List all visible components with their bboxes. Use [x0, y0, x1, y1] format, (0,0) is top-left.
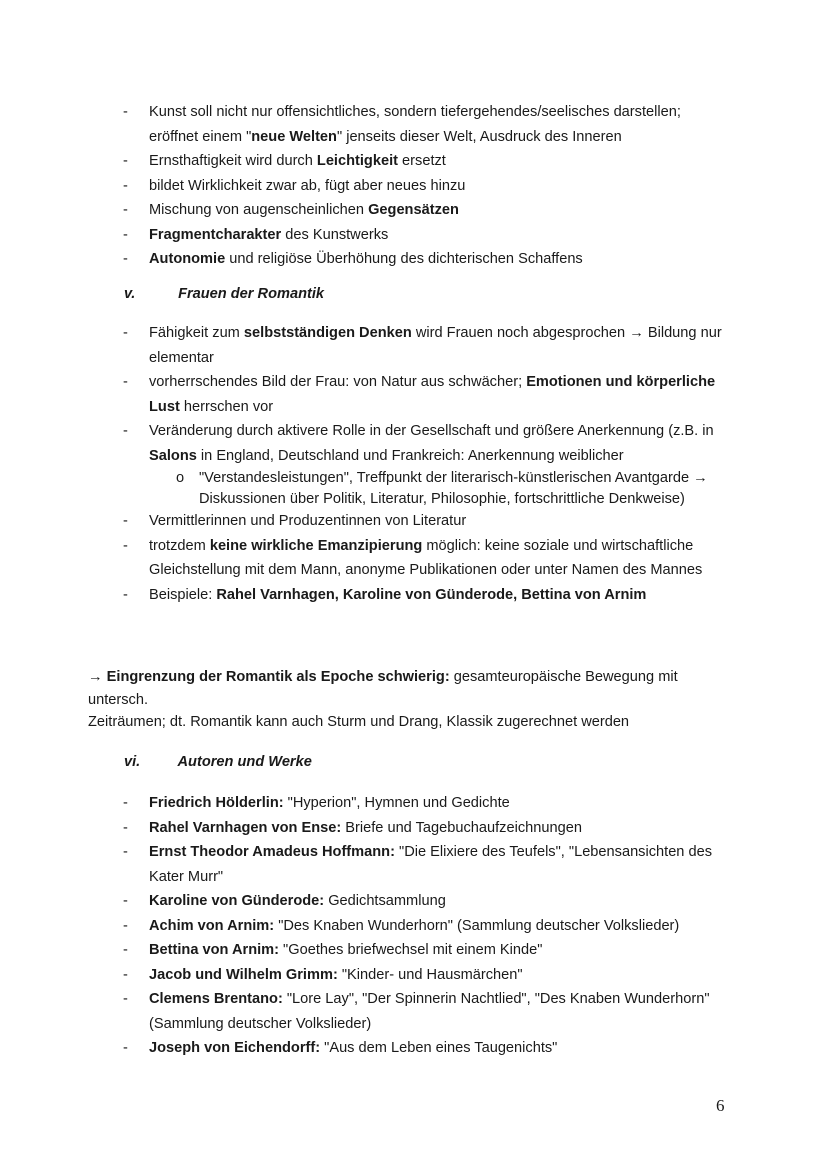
- list-item: [0, 370, 828, 419]
- list-item: [0, 198, 828, 223]
- list-item-text: vorherrschendes Bild der Frau: von Natur aus schwächer; Emotionen und körperliche Lust herrschen vor: [149, 374, 716, 415]
- list-item-text: Friedrich Hölderlin: "Hyperion", Hymnen und Gedichte: [149, 795, 510, 811]
- list-item-text: Ernst Theodor Amadeus Hoffmann: "Die Elixiere des Teufels", "Lebensansichten des Kater Murr": [149, 844, 713, 885]
- section-heading-v: [124, 286, 324, 302]
- dash-bullet-icon: -: [123, 513, 128, 529]
- list-item: [0, 889, 828, 914]
- list-item: [0, 534, 828, 583]
- dash-bullet-icon: -: [123, 1040, 128, 1056]
- list-item-text: Fragmentcharakter des Kunstwerks: [149, 226, 389, 243]
- list-item: [0, 791, 828, 816]
- conclusion-bold: Eingrenzung der Romantik als Epoche schwierig:: [106, 669, 450, 685]
- feature-list: [0, 100, 828, 272]
- dash-bullet-icon: -: [123, 177, 128, 194]
- list-item: [0, 987, 828, 1036]
- circle-bullet-icon: o: [176, 470, 185, 486]
- dash-bullet-icon: -: [123, 537, 128, 554]
- list-item: [0, 149, 828, 174]
- list-item: [0, 174, 828, 199]
- list-item: [0, 816, 828, 841]
- section-number: v.: [124, 286, 136, 302]
- list-item-text: Autonomie und religiöse Überhöhung des dichterischen Schaffens: [149, 251, 583, 267]
- dash-bullet-icon: -: [123, 423, 128, 439]
- list-item: [0, 963, 828, 988]
- section-title: Frauen der Romantik: [178, 286, 325, 302]
- dash-bullet-icon: -: [123, 795, 128, 811]
- dash-bullet-icon: -: [123, 104, 128, 120]
- conclusion-text: gesamteuropäische Bewegung mit: [449, 669, 678, 685]
- list-item-text: Jacob und Wilhelm Grimm: "Kinder- und Hausmärchen": [149, 966, 523, 983]
- sub-list-item: [0, 468, 828, 509]
- list-item: [0, 223, 828, 248]
- page-number: 6: [716, 1096, 725, 1115]
- list-item-text: Kunst soll nicht nur offensichtliches, sondern tiefergehendes/seelisches darstellen; eröffnet einem "neue Welten" jenseits dieser Welt, Ausdruck des Inneren: [149, 104, 681, 145]
- dash-bullet-icon: -: [123, 844, 128, 860]
- dash-bullet-icon: -: [123, 325, 128, 341]
- dash-bullet-icon: -: [123, 966, 128, 983]
- list-item-text: Karoline von Günderode: Gedichtsammlung: [149, 893, 446, 909]
- list-item-text: Fähigkeit zum selbstständigen Denken wird Frauen noch abgesprochen → Bildung nur elementar: [149, 325, 722, 366]
- list-item-text: Veränderung durch aktivere Rolle in der Gesellschaft und größere Anerkennung (z.B. in Salons in England, Deutschland und Frankreich: Anerkennung weiblicher: [149, 423, 714, 464]
- dash-bullet-icon: -: [123, 586, 128, 603]
- authors-list: [0, 791, 828, 1061]
- dash-bullet-icon: -: [123, 819, 128, 836]
- conclusion-line-1: [88, 666, 738, 689]
- list-item: [0, 100, 828, 149]
- dash-bullet-icon: -: [123, 893, 128, 909]
- list-item-text: Achim von Arnim: "Des Knaben Wunderhorn" (Sammlung deutscher Volkslieder): [149, 917, 680, 934]
- list-item: [0, 1036, 828, 1061]
- dash-bullet-icon: -: [123, 202, 128, 218]
- list-item-text: Ernsthaftigkeit wird durch Leichtigkeit ersetzt: [149, 153, 446, 169]
- conclusion-paragraph: [88, 666, 738, 734]
- list-item-text: Vermittlerinnen und Produzentinnen von Literatur: [149, 513, 467, 529]
- conclusion-line-2: untersch.: [88, 691, 149, 708]
- section-heading-vi: [124, 754, 312, 770]
- section-number: vi.: [124, 754, 141, 770]
- dash-bullet-icon: -: [123, 917, 128, 934]
- list-item: [0, 840, 828, 889]
- dash-bullet-icon: -: [123, 153, 128, 169]
- list-item: [0, 583, 828, 608]
- list-item: [0, 419, 828, 468]
- conclusion-arrow: →: [88, 669, 103, 685]
- dash-bullet-icon: -: [123, 226, 128, 243]
- list-item-text: Joseph von Eichendorff: "Aus dem Leben eines Taugenichts": [149, 1040, 558, 1056]
- list-item: [0, 914, 828, 939]
- dash-bullet-icon: -: [123, 374, 128, 390]
- dash-bullet-icon: -: [123, 991, 128, 1007]
- women-list: [0, 321, 828, 607]
- list-item-text: Beispiele: Rahel Varnhagen, Karoline von Günderode, Bettina von Arnim: [149, 586, 647, 603]
- section-title: Autoren und Werke: [177, 754, 312, 770]
- list-item-text: Bettina von Arnim: "Goethes briefwechsel mit einem Kinde": [149, 942, 543, 958]
- list-item-text: Rahel Varnhagen von Ense: Briefe und Tagebuchaufzeichnungen: [149, 819, 582, 836]
- list-item-text: trotzdem keine wirkliche Emanzipierung möglich: keine soziale und wirtschaftliche Gleichstellung mit dem Mann, anonyme Publikationen oder unter Namen des Mannes: [149, 537, 703, 578]
- list-item: [0, 321, 828, 370]
- list-item: [0, 509, 828, 534]
- list-item: [0, 938, 828, 963]
- dash-bullet-icon: -: [123, 942, 128, 958]
- dash-bullet-icon: -: [123, 251, 128, 267]
- sub-list-item-text: "Verstandesleistungen", Treffpunkt der literarisch-künstlerischen Avantgarde → Diskussionen über Politik, Literatur, Philosophie, fortschrittliche Denkweise): [199, 470, 708, 507]
- list-item: [0, 247, 828, 272]
- conclusion-line-3: Zeiträumen; dt. Romantik kann auch Sturm und Drang, Klassik zugerechnet werden: [88, 714, 630, 730]
- list-item-text: Clemens Brentano: "Lore Lay", "Der Spinnerin Nachtlied", "Des Knaben Wunderhorn" (Sammlung deutscher Volkslieder): [149, 991, 710, 1032]
- list-item-text: bildet Wirklichkeit zwar ab, fügt aber neues hinzu: [149, 177, 466, 194]
- list-item-text: Mischung von augenscheinlichen Gegensätzen: [149, 202, 459, 218]
